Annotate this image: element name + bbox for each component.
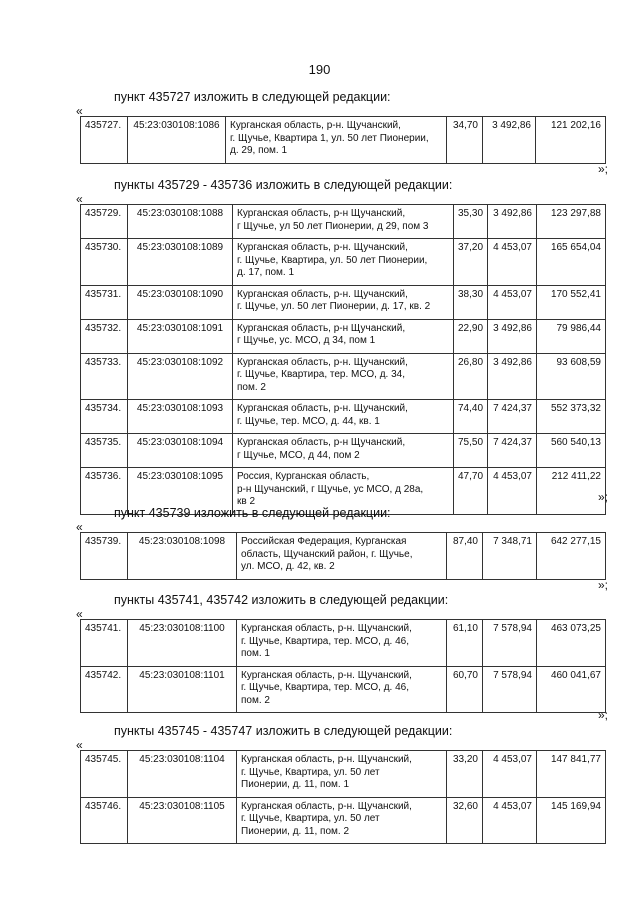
address-line: г. Щучье, Квартира, тер. МСО, д. 34,: [237, 369, 405, 380]
address-line: Курганская область, р-н Щучанский,: [237, 437, 406, 448]
cadastral-number-cell: 45:23:030108:1086: [128, 117, 226, 164]
section-table: [80, 532, 606, 580]
address-cell: [237, 751, 447, 798]
address-cell: [233, 353, 454, 400]
address-line: пом. 2: [237, 381, 266, 393]
rate-cell: 4 453,07: [488, 285, 537, 319]
area-cell: 22,90: [454, 319, 488, 353]
rate-cell: 3 492,86: [488, 205, 537, 239]
value-cell: 552 373,32: [537, 400, 606, 434]
row-number-cell: 435734.: [81, 400, 128, 434]
value-cell: 123 297,88: [537, 205, 606, 239]
address-line: г. Щучье, Квартира, тер. МСО, д. 46,: [241, 635, 409, 647]
address-cell: [233, 319, 454, 353]
cadastral-number-cell: 45:23:030108:1088: [128, 205, 233, 239]
address-line: г Щучье, ус. МСО, д 34, пом 1: [237, 335, 376, 346]
address-line: Курганская область, р-н Щучанский,: [237, 322, 406, 334]
section-table: [80, 204, 609, 515]
section-table: [80, 619, 606, 713]
address-line: Курганская область, р-н. Щучанский,: [237, 242, 408, 253]
close-quote: »;: [598, 578, 609, 592]
area-cell: 38,30: [454, 285, 488, 319]
address-line: ул. МСО, д. 42, кв. 2: [241, 561, 335, 572]
table-row: [81, 353, 606, 400]
area-cell: 33,20: [447, 751, 483, 798]
section-table: [80, 116, 606, 164]
address-line: Пионерии, д. 11, пом. 1: [241, 779, 350, 790]
open-quote: «: [76, 607, 83, 621]
cadastral-number-cell: 45:23:030108:1105: [128, 797, 237, 844]
row-number-cell: 435729.: [81, 205, 128, 239]
rate-cell: 4 453,07: [488, 468, 537, 515]
value-cell: 145 169,94: [537, 797, 606, 844]
area-cell: 35,30: [454, 205, 488, 239]
value-cell: 170 552,41: [537, 285, 606, 319]
table-row: [81, 285, 606, 319]
address-cell: [226, 117, 447, 164]
area-cell: 34,70: [447, 117, 483, 164]
address-line: г. Щучье, Квартира, тер. МСО, д. 46,: [241, 682, 409, 693]
address-line: Российская Федерация, Курганская: [241, 536, 407, 547]
area-cell: 74,40: [454, 400, 488, 434]
rate-cell: 7 578,94: [483, 620, 537, 667]
close-quote: »;: [598, 708, 609, 722]
address-line: Курганская область, р-н. Щучанский,: [241, 800, 412, 812]
cadastral-number-cell: 45:23:030108:1089: [128, 239, 233, 286]
cadastral-number-cell: 45:23:030108:1091: [128, 319, 233, 353]
address-cell: [233, 285, 454, 319]
table-row: [81, 319, 606, 353]
open-quote: «: [76, 738, 83, 752]
close-quote: »;: [598, 162, 609, 176]
address-line: область, Щучанский район, г. Щучье,: [241, 548, 413, 560]
row-number-cell: 435742.: [81, 666, 128, 713]
rate-cell: 3 492,86: [483, 117, 536, 164]
section-heading: пункты 435741, 435742 изложить в следующей редакции:: [114, 593, 449, 607]
value-cell: 93 608,59: [537, 353, 606, 400]
address-cell: [237, 533, 447, 580]
rate-cell: 4 453,07: [483, 751, 537, 798]
area-cell: 26,80: [454, 353, 488, 400]
address-line: Курганская область, р-н. Щучанский,: [241, 754, 412, 765]
row-number-cell: 435727.: [81, 117, 128, 164]
cadastral-number-cell: 45:23:030108:1094: [128, 434, 233, 468]
row-number-cell: 435732.: [81, 319, 128, 353]
value-cell: 121 202,16: [536, 117, 606, 164]
table-row: [81, 797, 606, 844]
cadastral-number-cell: 45:23:030108:1100: [128, 620, 237, 667]
page-number: 190: [308, 62, 331, 77]
value-cell: 212 411,22: [537, 468, 606, 515]
open-quote: «: [76, 192, 83, 206]
address-line: Курганская область, р-н. Щучанский,: [237, 403, 408, 414]
close-quote: »;: [598, 490, 609, 504]
address-cell: [233, 239, 454, 286]
row-number-cell: 435745.: [81, 751, 128, 798]
value-cell: 560 540,13: [537, 434, 606, 468]
rate-cell: 7 578,94: [483, 666, 537, 713]
address-line: Курганская область, р-н. Щучанский,: [241, 623, 412, 634]
value-cell: 79 986,44: [537, 319, 606, 353]
rate-cell: 7 424,37: [488, 400, 537, 434]
cadastral-number-cell: 45:23:030108:1092: [128, 353, 233, 400]
table-row: [81, 434, 606, 468]
row-number-cell: 435730.: [81, 239, 128, 286]
cadastral-number-cell: 45:23:030108:1098: [128, 533, 237, 580]
address-cell: [233, 400, 454, 434]
table-row: [81, 239, 606, 286]
open-quote: «: [76, 520, 83, 534]
table-row: [81, 400, 606, 434]
address-line: г. Щучье, Квартира, ул. 50 лет Пионерии,: [237, 254, 428, 266]
area-cell: 37,20: [454, 239, 488, 286]
address-line: пом. 1: [241, 648, 270, 659]
address-line: Курганская область, р-н. Щучанский,: [241, 669, 412, 681]
cadastral-number-cell: 45:23:030108:1090: [128, 285, 233, 319]
address-line: г. Щучье, тер. МСО, д. 44, кв. 1: [237, 415, 380, 427]
area-cell: 47,70: [454, 468, 488, 515]
row-number-cell: 435735.: [81, 434, 128, 468]
address-line: д. 29, пом. 1: [230, 145, 288, 156]
address-line: Пионерии, д. 11, пом. 2: [241, 825, 350, 837]
section-heading: пункты 435745 - 435747 изложить в следующей редакции:: [114, 724, 453, 738]
section-heading: пункт 435727 изложить в следующей редакции:: [114, 90, 391, 104]
area-cell: 61,10: [447, 620, 483, 667]
table-row: [81, 205, 606, 239]
rate-cell: 3 492,86: [488, 353, 537, 400]
rate-cell: 7 348,71: [483, 533, 537, 580]
address-line: Курганская область, р-н Щучанский,: [237, 208, 406, 219]
row-number-cell: 435733.: [81, 353, 128, 400]
address-cell: [233, 205, 454, 239]
area-cell: 32,60: [447, 797, 483, 844]
cadastral-number-cell: 45:23:030108:1093: [128, 400, 233, 434]
address-line: пом. 2: [241, 694, 270, 706]
address-line: р-н Щучанский, г Щучье, ус МСО, д 28а,: [237, 483, 424, 495]
cadastral-number-cell: 45:23:030108:1104: [128, 751, 237, 798]
address-cell: [237, 620, 447, 667]
table-row: [81, 533, 606, 580]
section-heading: пункт 435739 изложить в следующей редакции:: [114, 506, 391, 520]
address-line: кв 2: [237, 496, 256, 507]
address-line: г. Щучье, ул. 50 лет Пионерии, д. 17, кв. 2: [237, 301, 431, 312]
row-number-cell: 435736.: [81, 468, 128, 515]
rate-cell: 3 492,86: [488, 319, 537, 353]
rate-cell: 4 453,07: [483, 797, 537, 844]
address-line: Курганская область, р-н. Щучанский,: [237, 356, 408, 368]
table-row: [81, 620, 606, 667]
address-cell: [237, 797, 447, 844]
open-quote: «: [76, 104, 83, 118]
address-line: г Щучье, МСО, д 44, пом 2: [237, 449, 360, 461]
rate-cell: 7 424,37: [488, 434, 537, 468]
row-number-cell: 435741.: [81, 620, 128, 667]
rate-cell: 4 453,07: [488, 239, 537, 286]
value-cell: 463 073,25: [537, 620, 606, 667]
table-row: [81, 117, 606, 164]
row-number-cell: 435739.: [81, 533, 128, 580]
address-cell: [237, 666, 447, 713]
row-number-cell: 435731.: [81, 285, 128, 319]
value-cell: 460 041,67: [537, 666, 606, 713]
address-line: Курганская область, р-н. Щучанский,: [230, 120, 401, 131]
value-cell: 642 277,15: [537, 533, 606, 580]
section-heading: пункты 435729 - 435736 изложить в следующей редакции:: [114, 178, 453, 192]
address-line: Курганская область, р-н. Щучанский,: [237, 288, 408, 300]
address-line: д. 17, пом. 1: [237, 267, 295, 278]
address-line: г. Щучье, Квартира 1, ул. 50 лет Пионерии,: [230, 132, 429, 144]
address-line: Россия, Курганская область,: [237, 471, 370, 482]
address-cell: [233, 434, 454, 468]
value-cell: 165 654,04: [537, 239, 606, 286]
table-row: [81, 751, 606, 798]
section-table: [80, 750, 606, 844]
value-cell: 147 841,77: [537, 751, 606, 798]
row-number-cell: 435746.: [81, 797, 128, 844]
address-line: г. Щучье, Квартира, ул. 50 лет: [241, 813, 380, 824]
area-cell: 60,70: [447, 666, 483, 713]
area-cell: 75,50: [454, 434, 488, 468]
table-row: [81, 666, 606, 713]
cadastral-number-cell: 45:23:030108:1101: [128, 666, 237, 713]
area-cell: 87,40: [447, 533, 483, 580]
address-line: г Щучье, ул 50 лет Пионерии, д 29, пом 3: [237, 220, 429, 232]
address-line: г. Щучье, Квартира, ул. 50 лет: [241, 766, 380, 778]
cadastral-number-cell: 45:23:030108:1095: [128, 468, 233, 515]
